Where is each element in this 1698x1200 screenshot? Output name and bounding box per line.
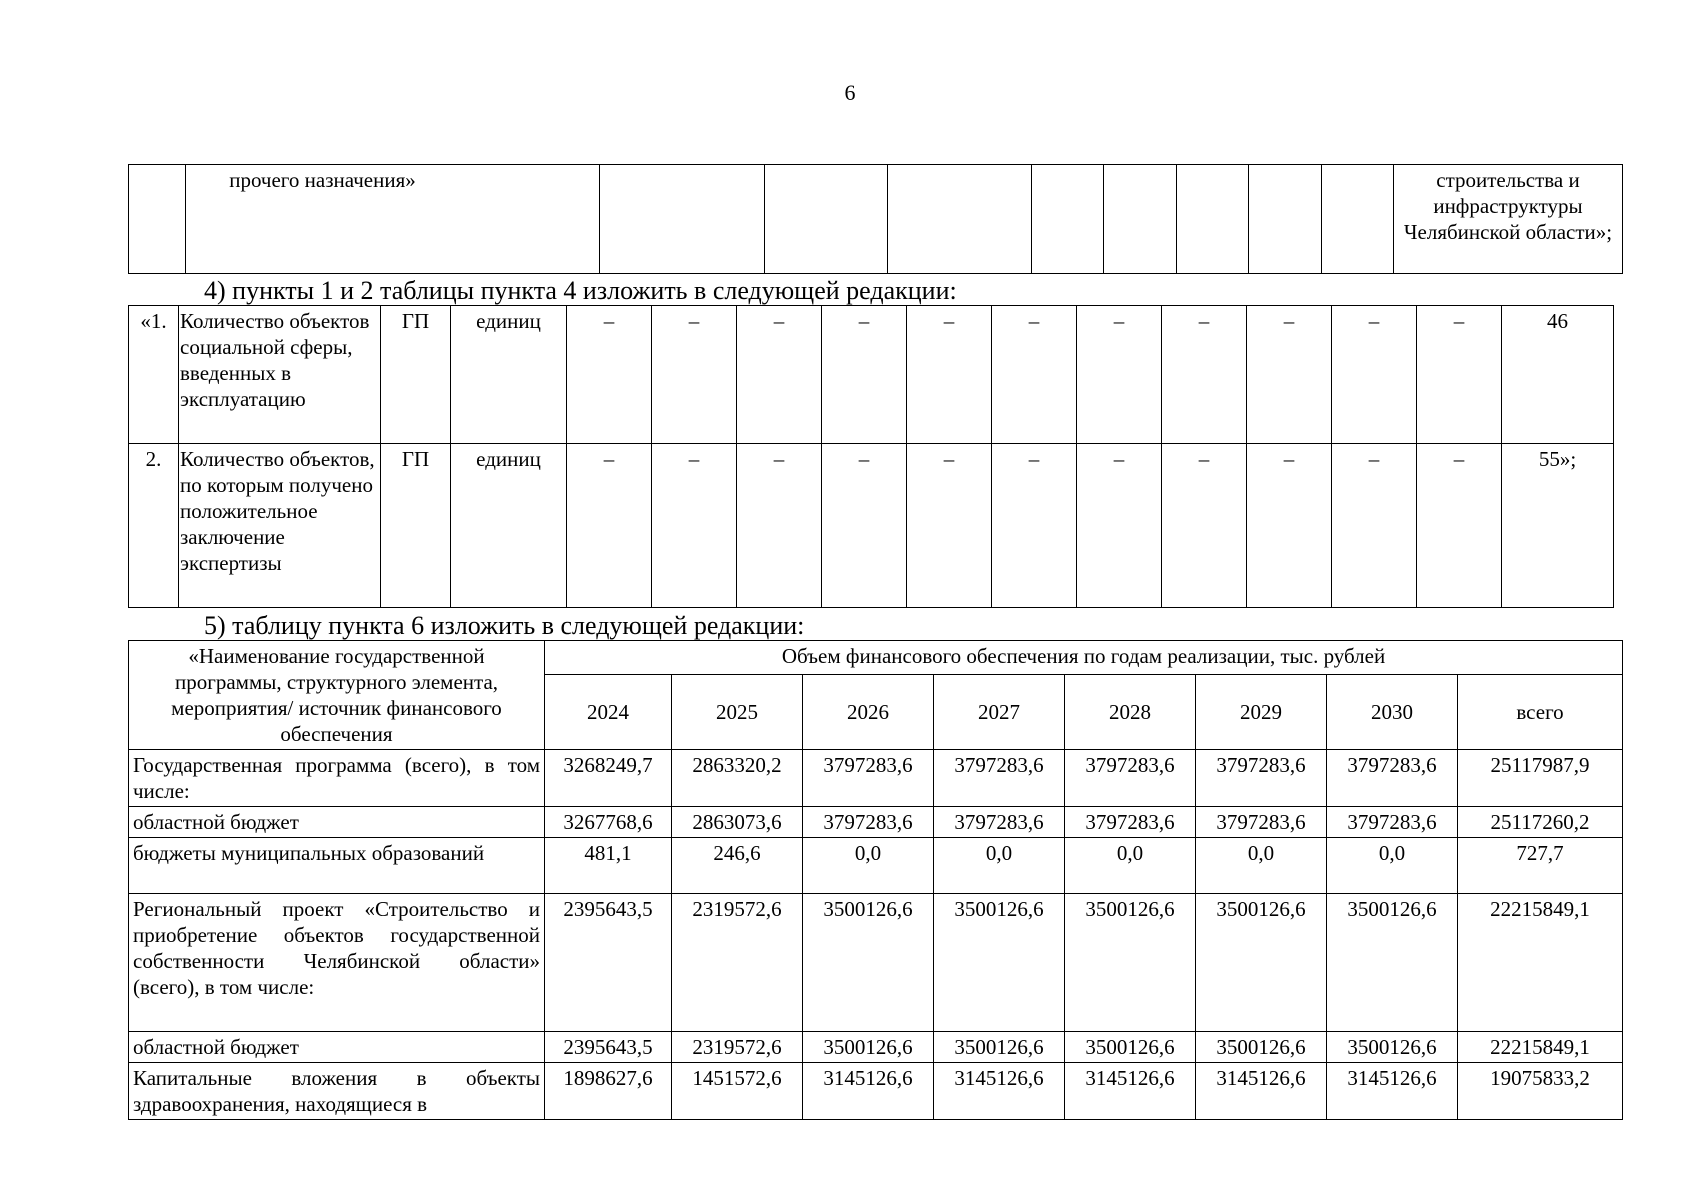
header-year: 2025 bbox=[672, 675, 803, 750]
table-finance bbox=[128, 640, 1623, 1120]
header-year: 2028 bbox=[1065, 675, 1196, 750]
table-row: 2. Количество объектов, по которым получено положительное заключение экспертизы ГП единиц – – – – – – – – – – – 55»; bbox=[129, 444, 1614, 608]
table-row: «1. Количество объектов социальной сферы, введенных в эксплуатацию ГП единиц – – – – – – – – – – – 46 bbox=[129, 306, 1614, 444]
table-row: Региональный проект «Строительство и приобретение объектов государственной собственности Челябинской области» (всего), в том числе: 2395643,5 2319572,6 3500126,6 3500126,6 3500126,6 3500126,6 3500126,6 22215849,1 bbox=[129, 894, 1623, 1032]
cell-purpose: прочего назначения» bbox=[186, 165, 600, 274]
table-row: бюджеты муниципальных образований 481,1 246,6 0,0 0,0 0,0 0,0 0,0 727,7 bbox=[129, 838, 1623, 894]
header-volume: Объем финансового обеспечения по годам реализации, тыс. рублей bbox=[545, 641, 1623, 675]
cell-ministry: строительства и инфраструктуры Челябинской области»; bbox=[1394, 165, 1623, 274]
page-number: 6 bbox=[844, 80, 856, 105]
table-row: Капитальные вложения в объекты здравоохранения, находящиеся в 1898627,6 1451572,6 3145126,6 3145126,6 3145126,6 3145126,6 3145126,6 19075833,2 bbox=[129, 1063, 1623, 1120]
heading-item-4: 4) пункты 1 и 2 таблицы пункта 4 изложить в следующей редакции: bbox=[204, 276, 957, 305]
header-year: 2030 bbox=[1327, 675, 1458, 750]
header-year: 2029 bbox=[1196, 675, 1327, 750]
header-year: 2027 bbox=[934, 675, 1065, 750]
header-name: «Наименование государственной программы, структурного элемента, мероприятия/ источник финансового обеспечения bbox=[129, 641, 545, 750]
cell-empty bbox=[129, 165, 186, 274]
table-indicators bbox=[128, 305, 1614, 608]
header-total: всего bbox=[1458, 675, 1623, 750]
table-row: областной бюджет 2395643,5 2319572,6 3500126,6 3500126,6 3500126,6 3500126,6 3500126,6 22215849,1 bbox=[129, 1032, 1623, 1063]
table-row: Государственная программа (всего), в том числе: 3268249,7 2863320,2 3797283,6 3797283,6 3797283,6 3797283,6 3797283,6 25117987,9 bbox=[129, 750, 1623, 807]
table-row: областной бюджет 3267768,6 2863073,6 3797283,6 3797283,6 3797283,6 3797283,6 3797283,6 25117260,2 bbox=[129, 807, 1623, 838]
header-year: 2024 bbox=[545, 675, 672, 750]
header-year: 2026 bbox=[803, 675, 934, 750]
heading-item-5: 5) таблицу пункта 6 изложить в следующей редакции: bbox=[204, 611, 805, 640]
table-top-continuation bbox=[128, 164, 1623, 274]
